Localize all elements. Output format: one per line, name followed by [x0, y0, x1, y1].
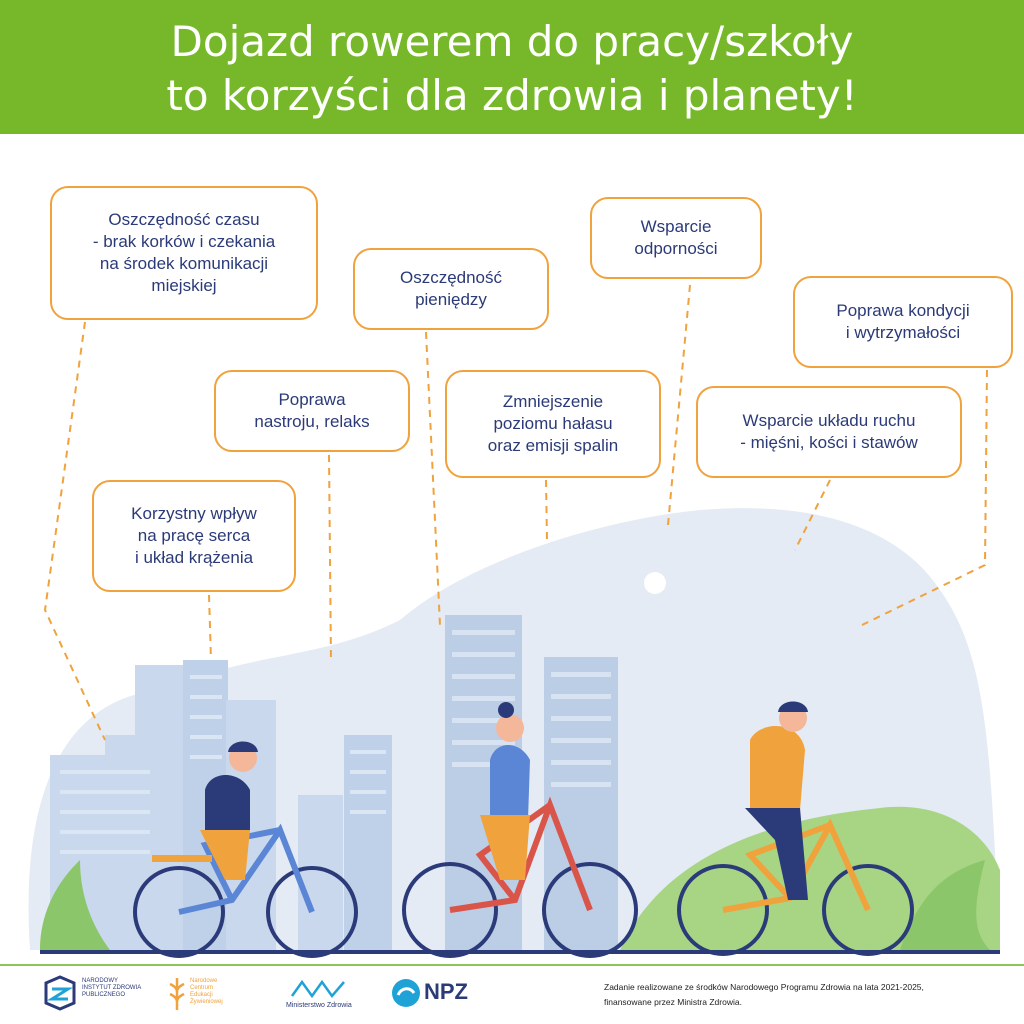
benefit-line: Zmniejszenie [502, 392, 604, 411]
benefit-line: pieniędzy [415, 290, 487, 309]
benefit-mood [214, 370, 410, 452]
title-line-2: to korzyści dla zdrowia i planety! [166, 71, 858, 120]
sun-icon [644, 572, 666, 594]
benefit-money-saving [353, 248, 549, 330]
benefit-line: Wsparcie [640, 217, 712, 236]
npz-logo-text: NPZ [424, 979, 468, 1004]
ncez-logo-icon [166, 976, 188, 1012]
ncez-logo-text: Narodowe Centrum Edukacji Żywieniowej [190, 978, 223, 1005]
benefit-line: odporności [634, 239, 718, 258]
benefit-line: miejskiej [151, 276, 217, 295]
benefit-line: - brak korków i czekania [92, 232, 276, 251]
benefit-immunity [590, 197, 762, 279]
funding-note-line-2: finansowane przez Ministra Zdrowia. [604, 997, 742, 1007]
npz-logo-icon [390, 977, 422, 1009]
benefit-heart [92, 480, 296, 592]
benefit-line: Poprawa [278, 390, 346, 409]
benefit-line: Korzystny wpływ [131, 504, 257, 523]
benefit-condition [793, 276, 1013, 368]
mz-logo-text: Ministerstwo Zdrowia [286, 1002, 352, 1009]
mz-logo-icon [290, 978, 346, 1000]
nizp-logo-text: NARODOWY INSTYTUT ZDROWIA PUBLICZNEGO [82, 978, 141, 998]
funding-note [604, 980, 984, 1010]
benefit-line: Wsparcie układu ruchu [742, 411, 916, 430]
benefit-line: na pracę serca [137, 526, 251, 545]
benefit-line: na środek komunikacji [99, 254, 269, 273]
benefit-line: - mięśni, kości i stawów [740, 433, 918, 452]
header-banner [0, 0, 1024, 134]
benefit-line: i wytrzymałości [845, 323, 961, 342]
benefit-line: Oszczędność czasu [108, 210, 260, 229]
benefit-time-saving [50, 186, 318, 320]
benefit-line: nastroju, relaks [254, 412, 370, 431]
benefit-line: Oszczędność [399, 268, 503, 287]
benefit-line: poziomu hałasu [493, 414, 613, 433]
nizp-logo-icon [42, 975, 78, 1011]
benefit-line: Poprawa kondycji [836, 301, 970, 320]
benefit-noise-emissions [445, 370, 661, 478]
benefit-line: i układ krążenia [134, 548, 254, 567]
benefit-musculoskeletal [696, 386, 962, 478]
funding-note-line-1: Zadanie realizowane ze środków Narodowego Programu Zdrowia na lata 2021-2025, [604, 982, 924, 992]
benefit-line: oraz emisji spalin [487, 436, 619, 455]
title-line-1: Dojazd rowerem do pracy/szkoły [170, 17, 854, 66]
